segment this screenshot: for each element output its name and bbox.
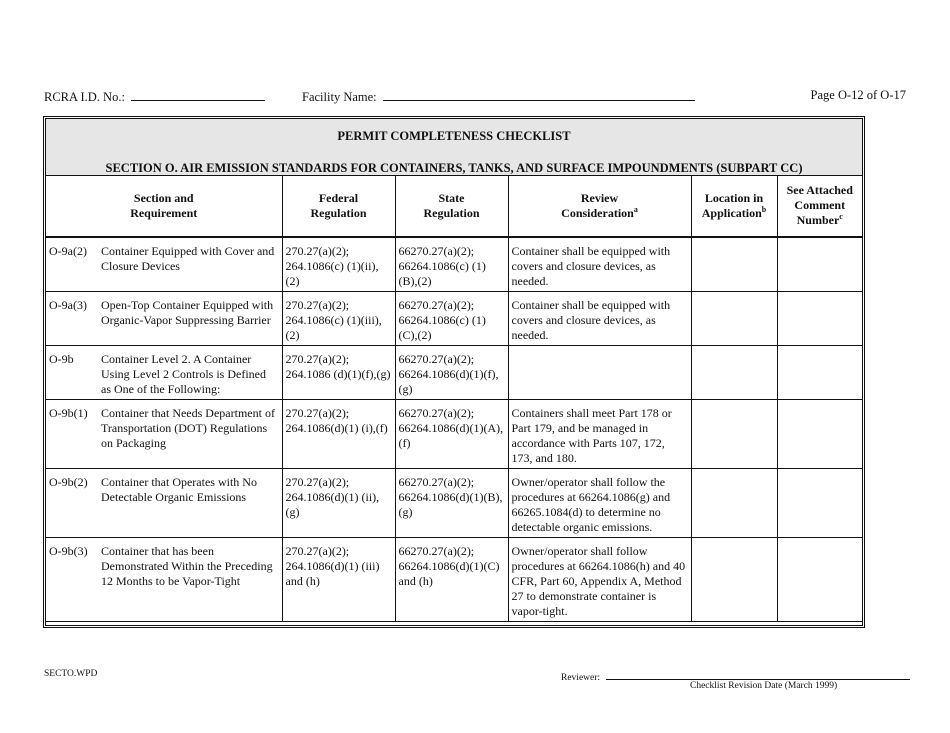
state-cell: 66270.27(a)(2); 66264.1086(d)(1)(C) and (h) xyxy=(395,538,508,622)
comment-cell[interactable] xyxy=(777,292,862,346)
federal-cell: 270.27(a)(2); 264.1086(d)(1) (ii),(g) xyxy=(282,469,395,538)
reviewer-label: Reviewer: xyxy=(561,673,601,683)
review-cell: Containers shall meet Part 178 or Part 179, and be managed in accordance with Parts 107, 172, 173, and 180. xyxy=(508,400,691,469)
col-section-requirement: Section and Requirement xyxy=(46,175,282,237)
location-cell[interactable] xyxy=(691,538,777,622)
row-requirement: Open-Top Container Equipped with Organic-Vapor Suppressing Barrier xyxy=(101,298,274,327)
table-header-row xyxy=(46,175,862,237)
file-name: SECTO.WPD xyxy=(44,669,98,679)
comment-cell[interactable] xyxy=(777,538,862,622)
requirement-cell xyxy=(46,346,282,400)
location-cell[interactable] xyxy=(691,292,777,346)
requirement-cell xyxy=(46,292,282,346)
row-id: O-9b(1) xyxy=(49,406,88,420)
row-requirement: Container Equipped with Cover and Closure Devices xyxy=(101,244,275,273)
checklist-frame xyxy=(43,116,865,628)
review-cell: Container shall be equipped with covers and closure devices, as needed. xyxy=(508,237,691,292)
table-row xyxy=(46,469,862,538)
facility-name-field[interactable] xyxy=(302,88,695,105)
row-requirement: Container that Operates with No Detectable Organic Emissions xyxy=(101,475,257,504)
state-cell: 66270.27(a)(2); 66264.1086(d)(1)(B),(g) xyxy=(395,469,508,538)
col-state-regulation: State Regulation xyxy=(395,175,508,237)
review-cell xyxy=(508,346,691,400)
facility-name-label: Facility Name: xyxy=(302,90,377,104)
comment-cell[interactable] xyxy=(777,346,862,400)
row-requirement: Container that Needs Department of Transportation (DOT) Regulations on Packaging xyxy=(101,406,275,450)
checklist-title-band xyxy=(46,119,862,176)
state-cell: 66270.27(a)(2); 66264.1086(c) (1)(C),(2) xyxy=(395,292,508,346)
row-id: O-9b xyxy=(49,352,74,366)
row-requirement: Container that has been Demonstrated Within the Preceding 12 Months to be Vapor-Tight xyxy=(101,544,273,588)
reviewer-blank[interactable] xyxy=(606,669,910,680)
location-cell[interactable] xyxy=(691,346,777,400)
checklist-table xyxy=(46,175,862,622)
review-cell: Owner/operator shall follow procedures at 66264.1086(h) and 40 CFR, Part 60, Appendix A, Method 27 to demonstrate container is vapor-tight. xyxy=(508,538,691,622)
federal-cell: 270.27(a)(2); 264.1086 (d)(1)(f),(g) xyxy=(282,346,395,400)
facility-name-blank[interactable] xyxy=(383,88,695,101)
page-header xyxy=(44,88,906,108)
row-id: O-9a(3) xyxy=(49,298,87,312)
row-requirement: Container Level 2. A Container Using Level 2 Controls is Defined as One of the Following: xyxy=(101,352,266,396)
row-id: O-9b(2) xyxy=(49,475,88,489)
federal-cell: 270.27(a)(2); 264.1086(d)(1) (iii) and (h) xyxy=(282,538,395,622)
federal-cell: 270.27(a)(2); 264.1086(d)(1) (i),(f) xyxy=(282,400,395,469)
checklist-title: PERMIT COMPLETENESS CHECKLIST xyxy=(337,129,571,143)
row-id: O-9b(3) xyxy=(49,544,88,558)
location-cell[interactable] xyxy=(691,400,777,469)
page-number: Page O-12 of O-17 xyxy=(810,88,906,102)
rcra-id-blank[interactable] xyxy=(131,88,265,101)
section-title: SECTION O. AIR EMISSION STANDARDS FOR CONTAINERS, TANKS, AND SURFACE IMPOUNDMENTS (SUBPART CC) xyxy=(105,161,803,175)
state-cell: 66270.27(a)(2); 66264.1086(c) (1)(B),(2) xyxy=(395,237,508,292)
table-row xyxy=(46,538,862,622)
table-row xyxy=(46,292,862,346)
comment-cell[interactable] xyxy=(777,469,862,538)
location-cell[interactable] xyxy=(691,237,777,292)
table-row xyxy=(46,400,862,469)
comment-cell[interactable] xyxy=(777,237,862,292)
review-cell: Container shall be equipped with covers and closure devices, as needed. xyxy=(508,292,691,346)
federal-cell: 270.27(a)(2); 264.1086(c) (1)(ii),(2) xyxy=(282,237,395,292)
col-location-in-application: Location in Application$^b$ xyxy=(691,175,777,237)
table-row xyxy=(46,346,862,400)
federal-cell: 270.27(a)(2); 264.1086(c) (1)(iii),(2) xyxy=(282,292,395,346)
col-federal-regulation: Federal Regulation xyxy=(282,175,395,237)
col-review-consideration: Review Consideration$^a$ xyxy=(508,175,691,237)
requirement-cell xyxy=(46,237,282,292)
col-comment-number: See Attached Comment Number$^c$ xyxy=(777,175,862,237)
requirement-cell xyxy=(46,400,282,469)
comment-cell[interactable] xyxy=(777,400,862,469)
row-id: O-9a(2) xyxy=(49,244,87,258)
requirement-cell xyxy=(46,538,282,622)
rcra-id-field[interactable] xyxy=(44,88,265,105)
state-cell: 66270.27(a)(2); 66264.1086(d)(1)(f), (g) xyxy=(395,346,508,400)
location-cell[interactable] xyxy=(691,469,777,538)
state-cell: 66270.27(a)(2); 66264.1086(d)(1)(A), (f) xyxy=(395,400,508,469)
revision-date: Checklist Revision Date (March 1999) xyxy=(690,681,838,691)
rcra-id-label: RCRA I.D. No.: xyxy=(44,90,125,104)
requirement-cell xyxy=(46,469,282,538)
review-cell: Owner/operator shall follow the procedures at 66264.1086(g) and 66265.1084(d) to determine no detectable organic emissions. xyxy=(508,469,691,538)
table-row xyxy=(46,237,862,292)
